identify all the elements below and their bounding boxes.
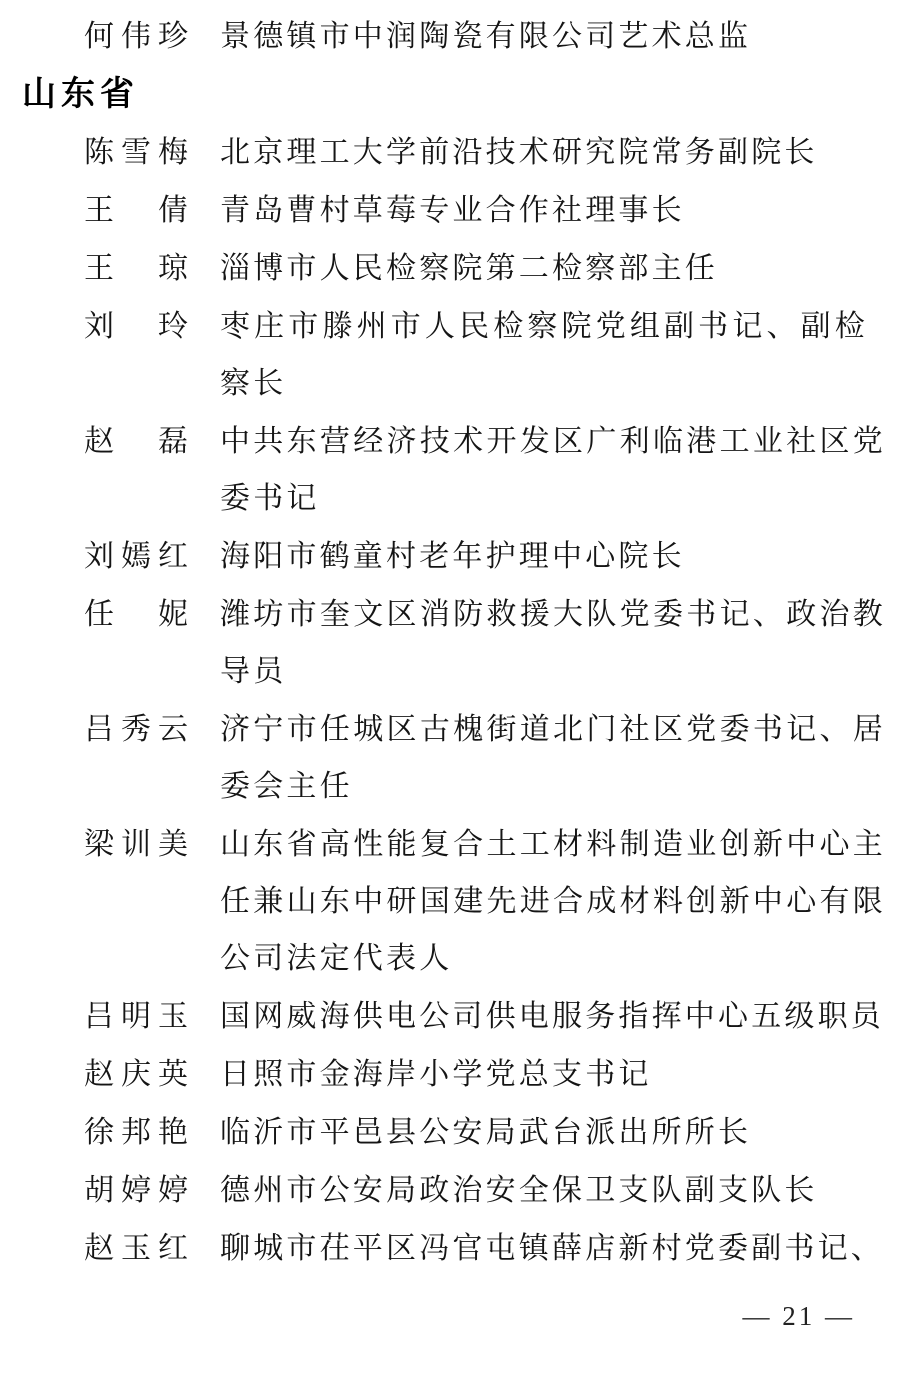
person-name: 胡 婷 婷 [84,1174,188,1207]
person-name: 吕 明 玉 [84,1000,188,1033]
person-name: 赵 庆 英 [84,1058,188,1091]
roster-entry [0,988,900,1045]
person-name: 赵 磊 [84,425,188,458]
person-position: 聊城市茌平区冯官屯镇薛店新村党委副书记、 [220,1232,884,1265]
person-name: 任 妮 [84,598,188,631]
person-position: 日照市金海岸小学党总支书记 [220,1058,652,1091]
roster-entry [0,1220,900,1277]
person-name: 梁 训 美 [84,828,188,861]
roster-entry [0,1046,900,1103]
person-position: 北京理工大学前沿技术研究院常务副院长 [220,136,818,169]
roster-entry [0,413,900,527]
person-name: 王 倩 [84,194,188,227]
person-name: 刘 嫣 红 [84,540,188,573]
person-position: 中共东营经济技术开发区广利临港工业社区党委书记 [220,425,886,515]
person-position: 淄博市人民检察院第二检察部主任 [220,252,718,285]
roster-entry [0,298,900,412]
roster-entry [0,240,900,297]
person-name: 陈 雪 梅 [84,136,188,169]
roster-entry [0,586,900,700]
roster-entry [0,124,900,181]
person-position: 潍坊市奎文区消防救援大队党委书记、政治教导员 [220,598,886,688]
person-name: 吕 秀 云 [84,713,188,746]
person-name: 王 琼 [84,252,188,285]
roster-entry [0,528,900,585]
person-name: 何 伟 珍 [84,20,188,53]
person-name: 徐 邦 艳 [84,1116,188,1149]
roster-entry [0,182,900,239]
person-position: 山东省高性能复合土工材料制造业创新中心主任兼山东中研国建先进合成材料创新中心有限公司法定代表人 [220,828,886,975]
person-position: 海阳市鹤童村老年护理中心院长 [220,540,685,573]
page-number: — 21 — [742,1301,855,1331]
person-name: 赵 玉 红 [84,1232,188,1265]
roster-entry [0,816,900,987]
roster-entry [0,8,900,65]
person-name: 刘 玲 [84,310,188,343]
person-position: 济宁市任城区古槐街道北门社区党委书记、居委会主任 [220,713,886,803]
roster-entry [0,1162,900,1219]
roster-entry [0,1104,900,1161]
person-position: 枣庄市滕州市人民检察院党组副书记、副检察长 [220,310,868,400]
person-position: 国网威海供电公司供电服务指挥中心五级职员 [220,1000,884,1033]
person-position: 青岛曹村草莓专业合作社理事长 [220,194,685,227]
person-position: 德州市公安局政治安全保卫支队副支队长 [220,1174,818,1207]
person-position: 景德镇市中润陶瓷有限公司艺术总监 [220,20,752,53]
province-heading: 山东省 [22,75,139,113]
person-position: 临沂市平邑县公安局武台派出所所长 [220,1116,752,1149]
roster-entry [0,701,900,815]
